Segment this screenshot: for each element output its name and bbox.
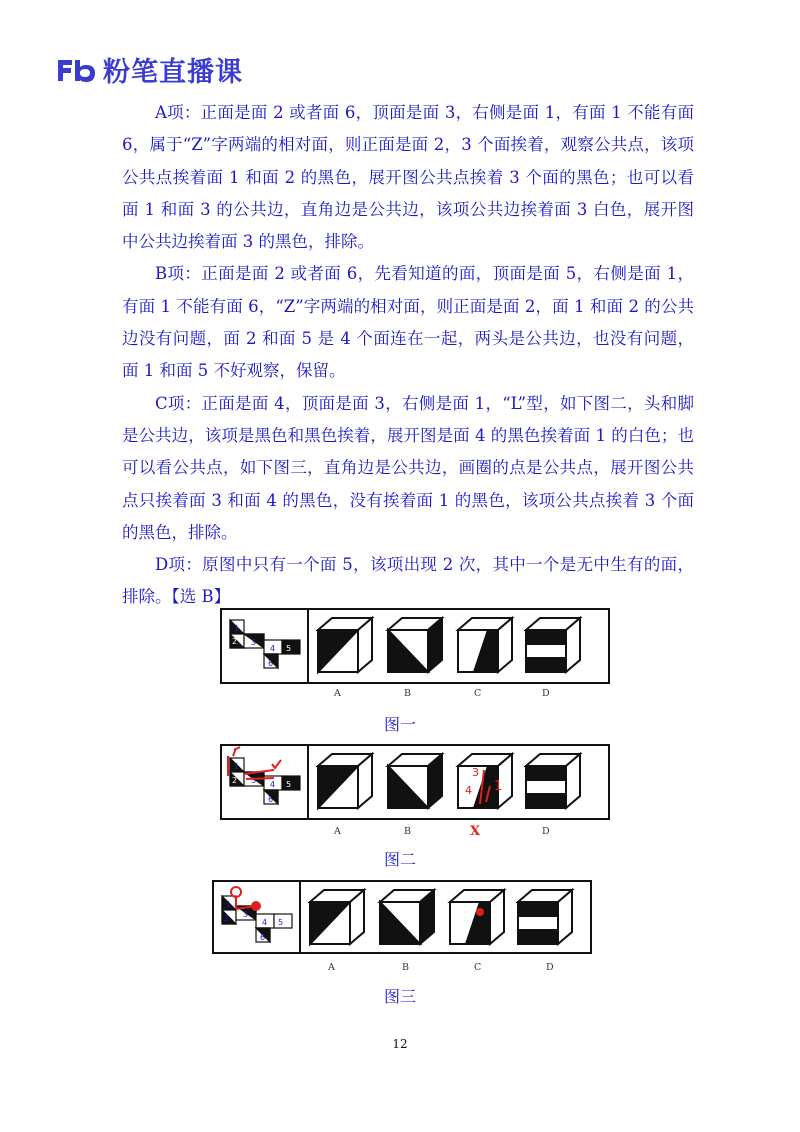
net-label-4: 4 <box>262 918 268 927</box>
red-point-marker <box>476 908 484 916</box>
option-label-a: A <box>334 688 341 699</box>
figure-2 <box>220 744 610 874</box>
option-label-d: D <box>542 688 550 699</box>
brand-name: 粉笔直播课 <box>103 57 243 88</box>
option-label-a: A <box>328 962 335 973</box>
cube-option-b <box>388 754 442 808</box>
cube-option-b <box>380 890 434 944</box>
net-label-5: 5 <box>286 780 292 789</box>
option-label-c: C <box>474 962 482 973</box>
figure-1-frame <box>220 608 610 684</box>
net-label-4: 4 <box>270 644 276 653</box>
net-label-1: 1 <box>234 624 240 633</box>
net-label-5: 5 <box>278 918 284 927</box>
option-label-d: D <box>542 826 550 837</box>
net-label-6: 6 <box>268 795 274 804</box>
figure-3-frame <box>212 880 592 954</box>
explanation-text <box>122 97 694 614</box>
paragraph-option-a: A项：正面是面 2 或者面 6，顶面是面 3，右侧是面 1，有面 1 不能有面 6，属于“Z”字两端的相对面，则正面是面 2，3 个面挨着，观察公共点，该项公共点挨着面 1 和面 2 的黑色，展开图公共点挨着 3 个面的黑色；也可以看面 1 和面 3 的公共边，直角边是公共边，该项公共边挨着面 3 白色，展开图中公共边挨着面 3 的黑色，排除。 <box>122 103 694 252</box>
net-label-1: 1 <box>226 900 232 909</box>
red-annotation-3: 3 <box>472 766 479 779</box>
figure-1 <box>220 608 610 738</box>
cube-option-b <box>388 618 442 672</box>
cube-option-d <box>526 754 580 808</box>
figure-2-drawing <box>222 746 608 818</box>
cube-option-d <box>526 618 580 672</box>
net-label-2: 2 <box>232 776 238 785</box>
red-annotation-1: 1 <box>494 779 503 794</box>
fb-logo-icon <box>55 56 97 84</box>
option-label-c: C <box>474 688 482 699</box>
header-logo <box>55 50 243 89</box>
cube-option-a <box>318 754 372 808</box>
figure-3 <box>212 880 602 1010</box>
net-label-2: 2 <box>232 637 238 646</box>
paragraph-option-b: B项：正面是面 2 或者面 6，先看知道的面，顶面是面 5，右侧是面 1，有面 1 不能有面 6，“Z”字两端的相对面，则正面是面 2，面 1 和面 2 的公共边没有问题，面 2 和面 5 是 4 个面连在一起，两头是公共边，也没有问题，面 1 和面 5 不好观察，保留。 <box>122 264 694 381</box>
net-label-2: 2 <box>224 914 230 923</box>
net-label-3: 3 <box>251 776 257 785</box>
net-label-6: 6 <box>260 933 266 942</box>
net-label-1: 1 <box>234 762 240 771</box>
cube-option-c <box>450 890 504 944</box>
option-label-c-crossed: X <box>470 824 481 839</box>
cube-option-a <box>318 618 372 672</box>
red-annotation-4: 4 <box>465 784 472 797</box>
net-label-3: 3 <box>243 910 249 919</box>
option-label-b: B <box>402 962 409 973</box>
option-label-b: B <box>404 826 411 837</box>
figure-2-caption: 图二 <box>384 850 417 869</box>
option-label-d: D <box>546 962 554 973</box>
figure-3-drawing <box>214 882 590 952</box>
figure-1-drawing <box>222 610 608 682</box>
net-label-5: 5 <box>286 644 292 653</box>
figure-3-caption: 图三 <box>384 987 417 1006</box>
cube-option-c <box>458 618 512 672</box>
option-label-b: B <box>404 688 411 699</box>
net-label-4: 4 <box>270 780 276 789</box>
page-number: 12 <box>392 1037 408 1051</box>
net-label-6: 6 <box>268 659 274 668</box>
figure-2-frame <box>220 744 610 820</box>
paragraph-option-c: C项：正面是面 4，顶面是面 3，右侧是面 1，“L”型，如下图二，头和脚是公共边，该项是黑色和黑色挨着，展开图是面 4 的黑色挨着面 1 的白色；也可以看公共点，如下图三，直角边是公共边，画圈的点是公共点，展开图公共点只挨着面 3 和面 4 的黑色，没有挨着面 1 的黑色，该项公共点挨着 3 个面的黑色，排除。 <box>122 393 694 542</box>
paragraph-option-d: D项：原图中只有一个面 5，该项出现 2 次，其中一个是无中生有的面，排除。【选 B】 <box>122 555 694 607</box>
figure-1-caption: 图一 <box>384 715 417 734</box>
cube-option-d <box>518 890 572 944</box>
net-label-3: 3 <box>251 638 257 647</box>
cube-option-a <box>310 890 364 944</box>
option-label-a: A <box>334 826 341 837</box>
cube-option-c <box>458 754 512 808</box>
